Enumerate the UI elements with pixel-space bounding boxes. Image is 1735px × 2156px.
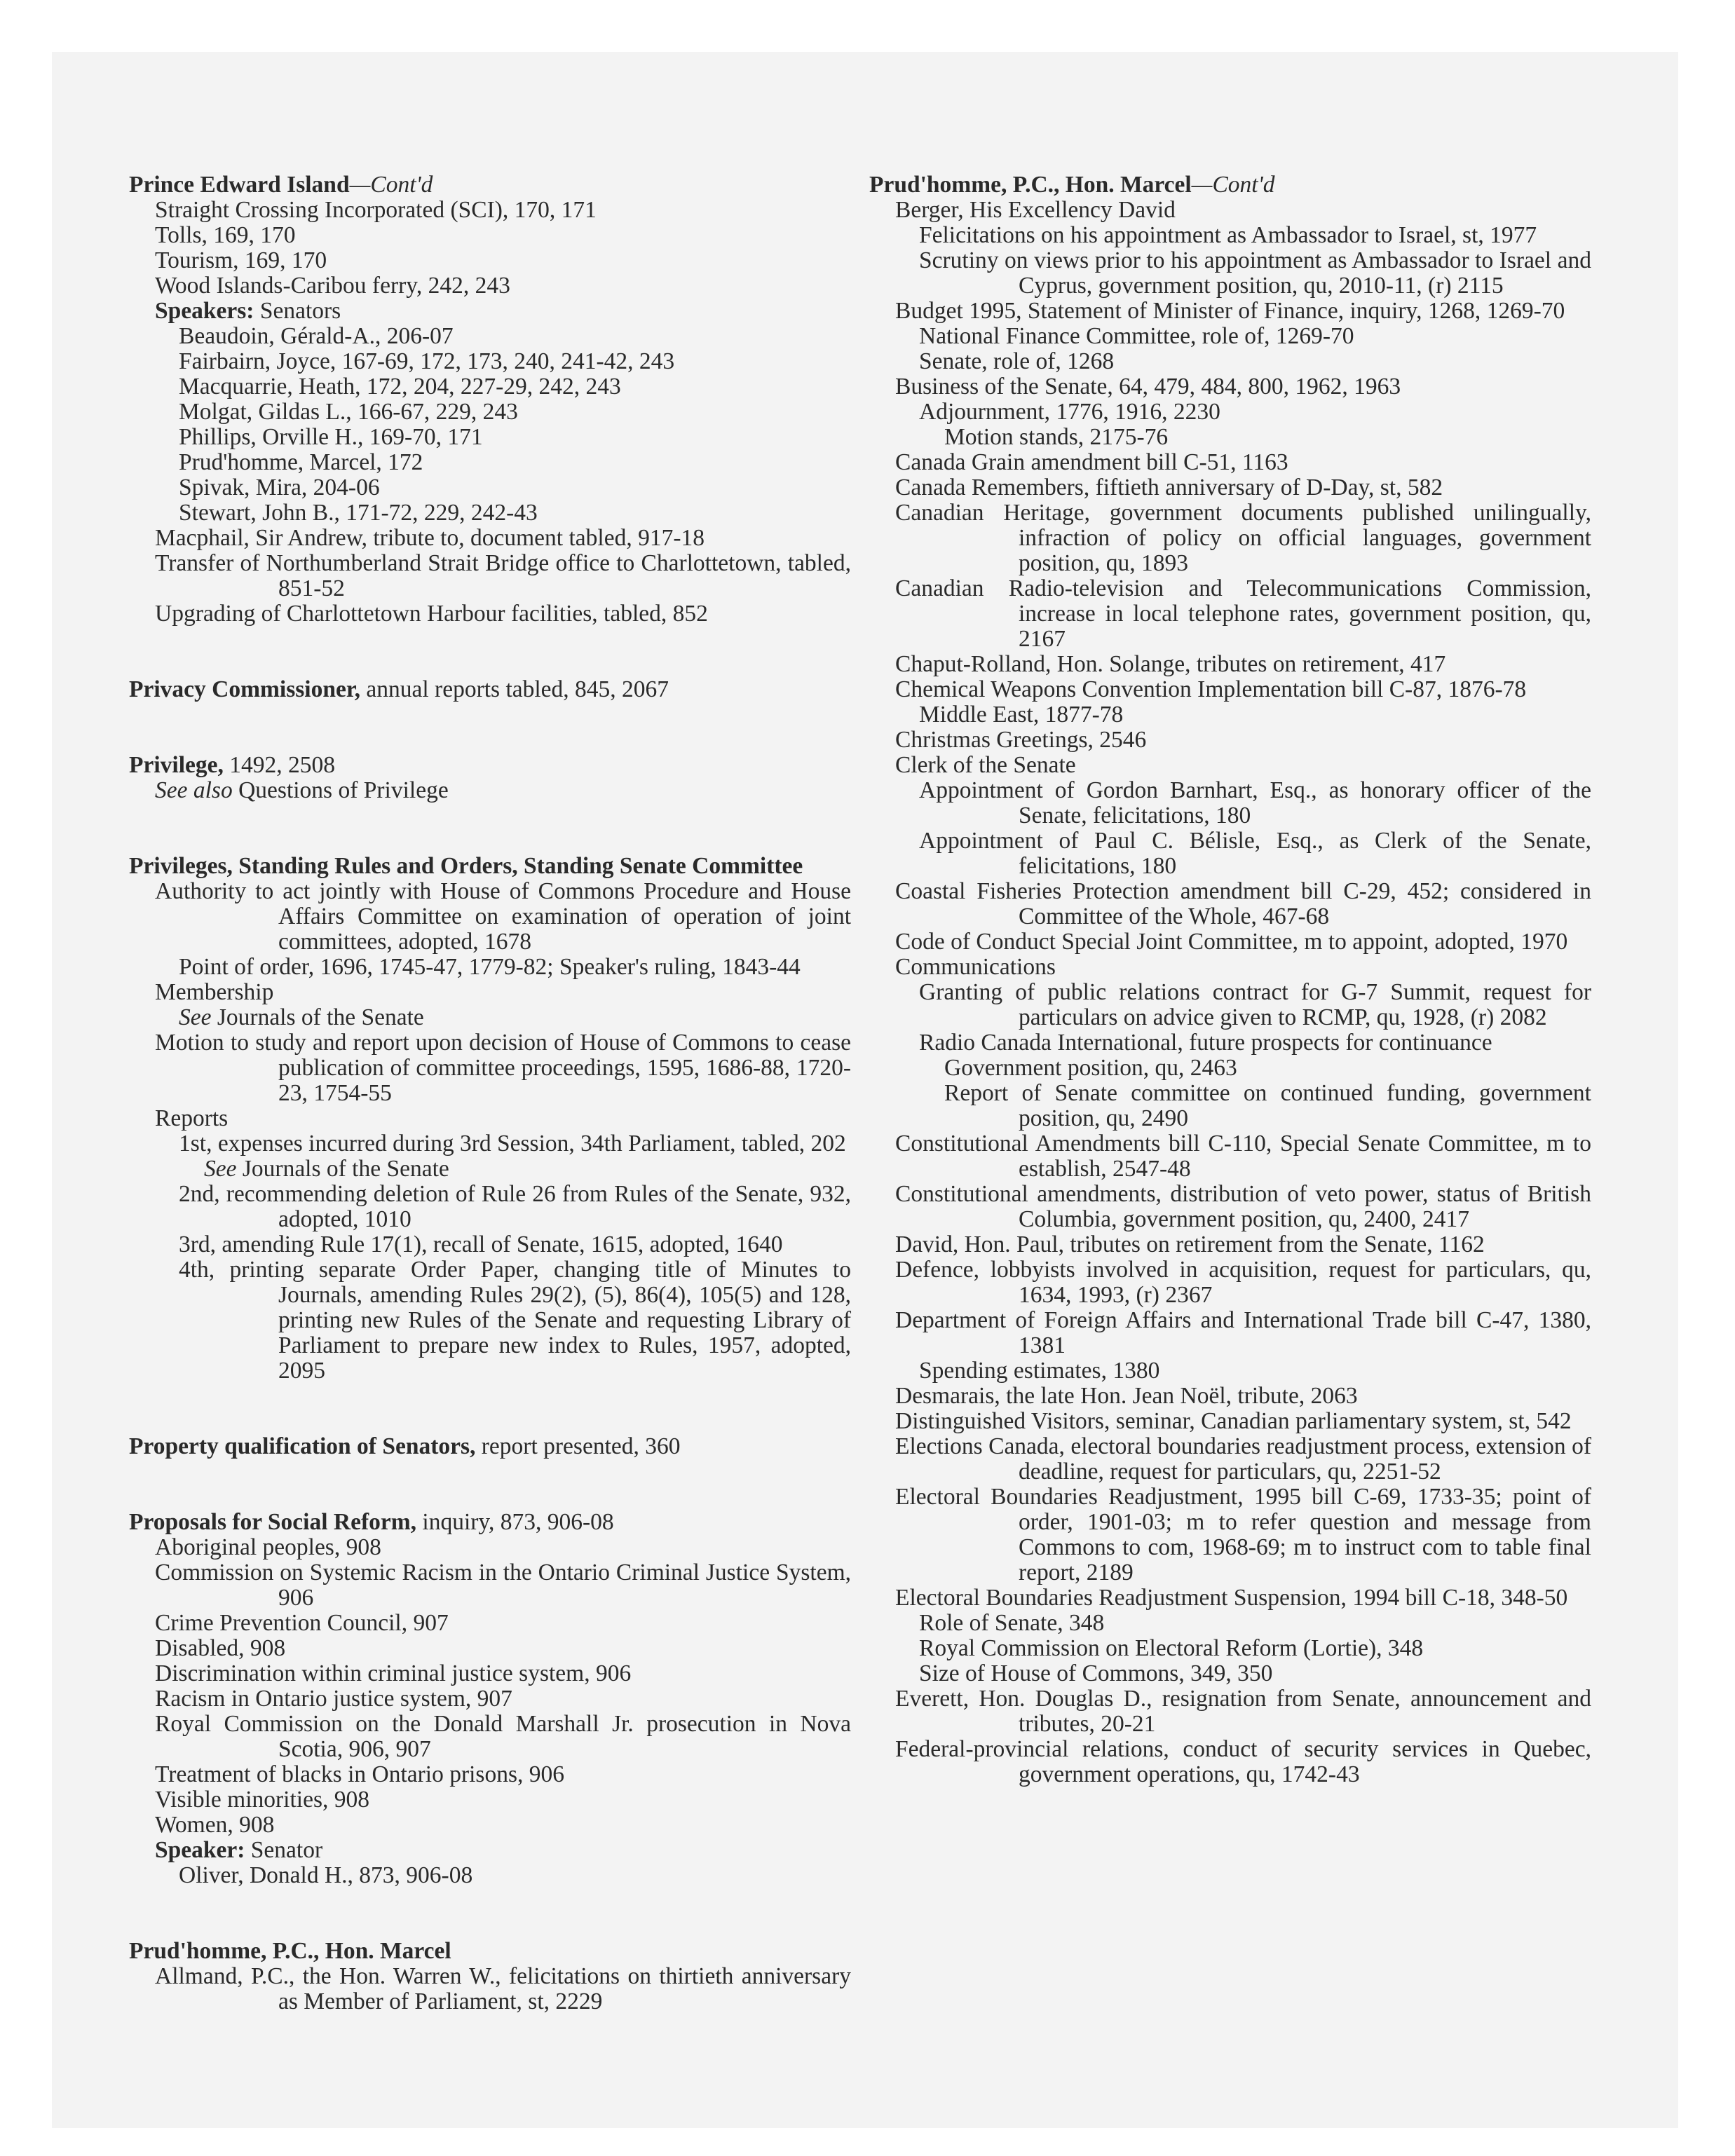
subentry: Point of order, 1696, 1745-47, 1779-82; Speaker's ruling, 1843-44 (179, 954, 801, 980)
entry-heading: Privacy Commissioner, annual reports tabled, 845, 2067 (129, 676, 669, 702)
right-column (869, 172, 1591, 1787)
index-entry-prince-edward-island (129, 172, 851, 627)
subentry: Elections Canada, electoral boundaries readjustment process, extension of deadline, request for particulars, qu, 2251-52 (895, 1433, 1591, 1485)
speaker-entry: Molgat, Gildas L., 166-67, 229, 243 (179, 399, 518, 425)
subentry: Canadian Radio-television and Telecommunications Commission, increase in local telephone rates, government position, qu, 2167 (895, 575, 1591, 652)
subentry: Tolls, 169, 170 (155, 222, 296, 248)
speaker-entry: Oliver, Donald H., 873, 906-08 (179, 1862, 473, 1888)
subentry: Disabled, 908 (155, 1635, 286, 1661)
subentry: Code of Conduct Special Joint Committee, m to appoint, adopted, 1970 (895, 929, 1568, 955)
subentry: Commission on Systemic Racism in the Ontario Criminal Justice System, 906 (155, 1560, 851, 1611)
subentry: Treatment of blacks in Ontario prisons, 906 (155, 1761, 565, 1787)
see-also-reference: See also Questions of Privilege (155, 777, 449, 803)
subentry: Spending estimates, 1380 (919, 1358, 1160, 1384)
report-entry: 3rd, amending Rule 17(1), recall of Senate, 1615, adopted, 1640 (179, 1231, 783, 1257)
subentry: Constitutional Amendments bill C-110, Special Senate Committee, m to establish, 2547-48 (895, 1131, 1591, 1182)
entry-heading: Prince Edward Island—Cont'd (129, 172, 433, 198)
subentry: Berger, His Excellency David (895, 197, 1176, 223)
subentry: Adjournment, 1776, 1916, 2230 (919, 399, 1220, 425)
entry-heading: Proposals for Social Reform, inquiry, 873, 906-08 (129, 1509, 614, 1535)
subentry: Women, 908 (155, 1812, 275, 1838)
subentry: Visible minorities, 908 (155, 1787, 369, 1813)
subentry: Electoral Boundaries Readjustment Suspension, 1994 bill C-18, 348-50 (895, 1585, 1568, 1611)
entry-heading: Prud'homme, P.C., Hon. Marcel (129, 1938, 451, 1964)
report-entry: 2nd, recommending deletion of Rule 26 from Rules of the Senate, 932, adopted, 1010 (179, 1181, 851, 1232)
subentry: Racism in Ontario justice system, 907 (155, 1686, 512, 1712)
speaker-label: Speaker: Senator (155, 1837, 323, 1863)
subentry: Upgrading of Charlottetown Harbour facilities, tabled, 852 (155, 601, 708, 627)
subentry: Straight Crossing Incorporated (SCI), 170, 171 (155, 197, 597, 223)
subentry: Business of the Senate, 64, 479, 484, 800, 1962, 1963 (895, 374, 1401, 400)
index-entry-privilege (129, 753, 851, 803)
subentry: Discrimination within criminal justice system, 906 (155, 1660, 632, 1686)
subentry: Appointment of Paul C. Bélisle, Esq., as Clerk of the Senate, felicitations, 180 (919, 828, 1591, 879)
subentry: Motion stands, 2175-76 (944, 424, 1169, 450)
speaker-entry: Spivak, Mira, 204-06 (179, 475, 380, 500)
subentry: Report of Senate committee on continued funding, government position, qu, 2490 (944, 1080, 1591, 1131)
subentry: Chaput-Rolland, Hon. Solange, tributes on retirement, 417 (895, 651, 1446, 677)
subentry: Federal-provincial relations, conduct of security services in Quebec, government operations, qu, 1742-43 (895, 1736, 1591, 1787)
subentry: Department of Foreign Affairs and International Trade bill C-47, 1380, 1381 (895, 1307, 1591, 1358)
subentry: Transfer of Northumberland Strait Bridge office to Charlottetown, tabled, 851-52 (155, 550, 851, 601)
entry-heading: Property qualification of Senators, report presented, 360 (129, 1433, 681, 1459)
index-page (52, 52, 1678, 2128)
subentry: David, Hon. Paul, tributes on retirement from the Senate, 1162 (895, 1231, 1485, 1257)
subentry: Tourism, 169, 170 (155, 247, 327, 273)
speaker-entry: Phillips, Orville H., 169-70, 171 (179, 424, 483, 450)
subentry: Wood Islands-Caribou ferry, 242, 243 (155, 273, 510, 299)
subentry: Defence, lobbyists involved in acquisition, request for particulars, qu, 1634, 1993, (r) 2367 (895, 1257, 1591, 1308)
subentry: Constitutional amendments, distribution of veto power, status of British Columbia, government position, qu, 2400, 2417 (895, 1181, 1591, 1232)
subentry: Budget 1995, Statement of Minister of Finance, inquiry, 1268, 1269-70 (895, 298, 1565, 324)
subentry: Crime Prevention Council, 907 (155, 1610, 449, 1636)
see-reference: See Journals of the Senate (204, 1156, 449, 1182)
subentry: National Finance Committee, role of, 1269-70 (919, 323, 1354, 349)
subentry: Desmarais, the late Hon. Jean Noël, tribute, 2063 (895, 1383, 1358, 1409)
subentry: Distinguished Visitors, seminar, Canadian parliamentary system, st, 542 (895, 1408, 1572, 1434)
index-entry-privacy-commissioner (129, 677, 851, 702)
subentry: Radio Canada International, future prospects for continuance (919, 1030, 1492, 1056)
subentry: Motion to study and report upon decision of House of Commons to cease publication of committee proceedings, 1595, 1686-88, 1720-23, 1754-55 (155, 1030, 851, 1106)
index-entry-prudhomme (129, 1939, 851, 2014)
entry-heading: Privilege, 1492, 2508 (129, 752, 335, 778)
subentry: Chemical Weapons Convention Implementation bill C-87, 1876-78 (895, 676, 1527, 702)
index-entry-privileges-committee (129, 854, 851, 1384)
right-column-subentries (869, 198, 1591, 1787)
subentry: Aboriginal peoples, 908 (155, 1534, 381, 1560)
subentry: Appointment of Gordon Barnhart, Esq., as honorary officer of the Senate, felicitations, 180 (919, 777, 1591, 828)
subentry: Royal Commission on the Donald Marshall Jr. prosecution in Nova Scotia, 906, 907 (155, 1711, 851, 1762)
subentry: Reports (155, 1105, 229, 1131)
subentry: Macphail, Sir Andrew, tribute to, document tabled, 917-18 (155, 525, 705, 551)
subentry: Electoral Boundaries Readjustment, 1995 bill C-69, 1733-35; point of order, 1901-03; m to refer question and message from Commons to com, 1968-69; m to instruct com to table final report, 2189 (895, 1484, 1591, 1585)
subentry: Authority to act jointly with House of Commons Procedure and House Affairs Committee on examination of operation of joint committees, adopted, 1678 (155, 878, 851, 955)
subentry: Canadian Heritage, government documents published unilingually, infraction of policy on official languages, government position, qu, 1893 (895, 500, 1591, 576)
subentry: Size of House of Commons, 349, 350 (919, 1660, 1273, 1686)
entry-heading: Privileges, Standing Rules and Orders, Standing Senate Committee (129, 853, 803, 879)
subentry: Coastal Fisheries Protection amendment bill C-29, 452; considered in Committee of the Whole, 467-68 (895, 878, 1591, 929)
subentry: Everett, Hon. Douglas D., resignation from Senate, announcement and tributes, 20-21 (895, 1686, 1591, 1737)
subentry: Allmand, P.C., the Hon. Warren W., felicitations on thirtieth anniversary as Member of Parliament, st, 2229 (155, 1963, 851, 2014)
subentry: Canada Remembers, fiftieth anniversary of D-Day, st, 582 (895, 475, 1443, 500)
subentry: Canada Grain amendment bill C-51, 1163 (895, 449, 1288, 475)
subentry: Felicitations on his appointment as Ambassador to Israel, st, 1977 (919, 222, 1537, 248)
speaker-entry: Stewart, John B., 171-72, 229, 242-43 (179, 500, 538, 526)
left-column (129, 172, 851, 2065)
subentry: Christmas Greetings, 2546 (895, 727, 1147, 753)
see-reference: See Journals of the Senate (179, 1004, 424, 1030)
subentry: Middle East, 1877-78 (919, 702, 1124, 728)
subentry: Membership (155, 979, 274, 1005)
subentry: Government position, qu, 2463 (944, 1055, 1237, 1081)
subentry: Communications (895, 954, 1056, 980)
speaker-entry: Fairbairn, Joyce, 167-69, 172, 173, 240, 241-42, 243 (179, 348, 675, 374)
index-entry-property-qualification (129, 1434, 851, 1459)
report-entry: 4th, printing separate Order Paper, changing title of Minutes to Journals, amending Rules 29(2), (5), 86(4), 105(5) and 128, printing new Rules of the Senate and requesting Library of Parliament to prepare new index to Rules, 1957, adopted, 2095 (179, 1257, 851, 1384)
subentry: Royal Commission on Electoral Reform (Lortie), 348 (919, 1635, 1424, 1661)
subentry: Role of Senate, 348 (919, 1610, 1105, 1636)
entry-heading: Prud'homme, P.C., Hon. Marcel—Cont'd (869, 172, 1275, 198)
subentry: Senate, role of, 1268 (919, 348, 1115, 374)
speaker-entry: Macquarrie, Heath, 172, 204, 227-29, 242, 243 (179, 374, 621, 400)
subentry: Granting of public relations contract for G-7 Summit, request for particulars on advice given to RCMP, qu, 1928, (r) 2082 (919, 979, 1591, 1030)
speakers-label: Speakers: Senators (155, 298, 341, 324)
speaker-entry: Prud'homme, Marcel, 172 (179, 449, 423, 475)
subentry: Scrutiny on views prior to his appointment as Ambassador to Israel and Cyprus, government position, qu, 2010-11, (r) 2115 (919, 247, 1591, 299)
report-entry: 1st, expenses incurred during 3rd Session, 34th Parliament, tabled, 202 (179, 1131, 846, 1157)
speaker-entry: Beaudoin, Gérald-A., 206-07 (179, 323, 454, 349)
subentry: Clerk of the Senate (895, 752, 1076, 778)
index-entry-proposals-social-reform (129, 1510, 851, 1888)
